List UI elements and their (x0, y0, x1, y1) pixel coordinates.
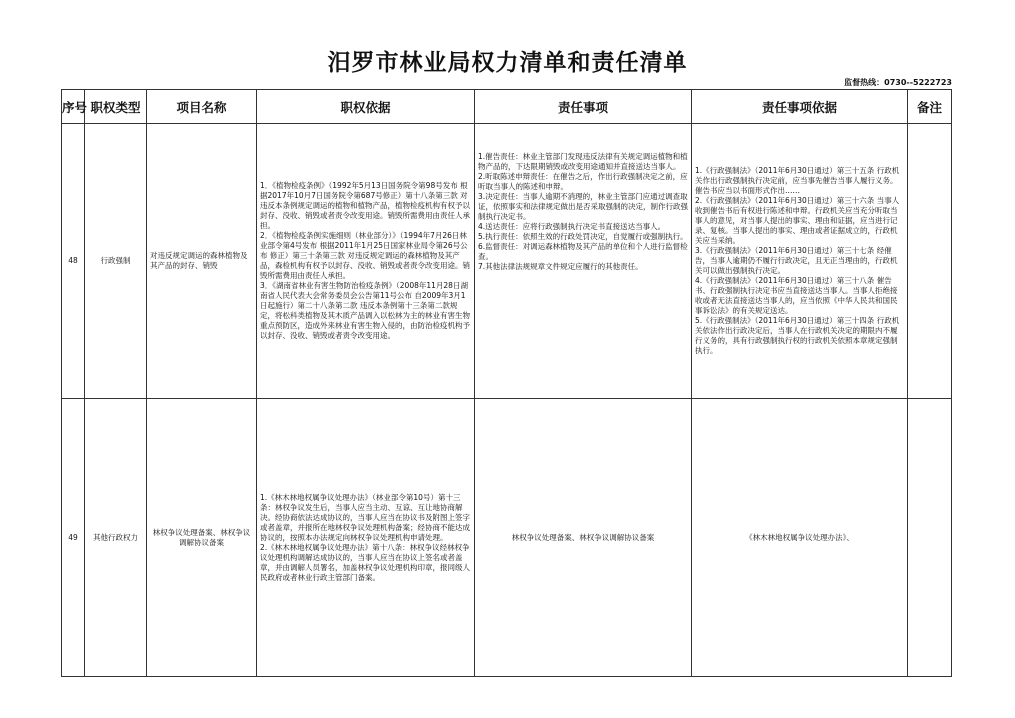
header-name: 项目名称 (147, 90, 257, 124)
header-no: 序号 (62, 90, 85, 124)
cell-basis: 1.《林木林地权属争议处理办法》（林业部令第10号）第十三条：林权争议发生后，当事人应当主动、互谅、互让地协商解决。经协商依法达成协议的，当事人应当在协议书及附图上签字或者盖章，并报所在地林权争议处理机构备案；经协商不能达成协议的，按照本办法规定向林权争议处理机构申请处理。 2.《林木林地权属争议处理办法》第十八条：林权争议经林权争议处理机构调解达成协议的，当事人应当在协议上签名或者盖章，并由调解人员署名，加盖林权争议处理机构印章，报同级人民政府或者林业行政主管部门备案。 (257, 399, 475, 677)
page-title: 汨罗市林业局权力清单和责任清单 (327, 50, 688, 76)
cell-duty: 林权争议处理备案、林权争议调解协议备案 (475, 399, 692, 677)
header-remark: 备注 (908, 90, 952, 124)
table-header-row (62, 90, 952, 124)
header-duty-basis: 责任事项依据 (692, 90, 908, 124)
cell-type: 其他行政权力 (85, 399, 147, 677)
table-row (62, 399, 952, 677)
header-duty: 责任事项 (475, 90, 692, 124)
supervision-hotline: 监督热线：0730--5222723 (844, 78, 952, 87)
table-row (62, 124, 952, 399)
cell-remark (908, 399, 952, 677)
cell-name: 对违反规定调运的森林植物及其产品的封存、销毁 (147, 124, 257, 399)
power-responsibility-table (61, 89, 952, 677)
cell-remark (908, 124, 952, 399)
cell-duty-basis: 《林木林地权属争议处理办法》、 (692, 399, 908, 677)
header-basis: 职权依据 (257, 90, 475, 124)
cell-name: 林权争议处理备案、林权争议调解协议备案 (147, 399, 257, 677)
cell-no: 48 (62, 124, 85, 399)
cell-duty: 1.催告责任：林业主管部门发现违反法律有关规定调运植物和植物产品的，下达限期销毁或改变用途通知并直接送达当事人。 2.听取陈述申辩责任：在催告之后，作出行政强制决定之前，应听取当事人的陈述和申辩。 3.决定责任：当事人逾期不消理的，林业主管部门应通过调查取证，依照事实和法律规定做出是否采取强制的决定，制作行政强制执行决定书。 4.送达责任：应将行政强制执行决定书直接送达当事人。 5.执行责任：依照生效的行政处罚决定，自觉履行或强制执行。 6.监督责任：对调运森林植物及其产品的单位和个人进行监督检查。 7.其他法律法规规章文件规定应履行的其他责任。 (475, 124, 692, 399)
header-type: 职权类型 (85, 90, 147, 124)
cell-basis: 1．《植物检疫条例》（1992年5月13日国务院令第98号发布 根据2017年10月7日国务院令第687号修正）第十八条第三款 对违反本条例规定调运的植物和植物产品，植物检疫机构有权予以封存、没收、销毁或者责令改变用途。销毁所需费用由责任人承担。 2．《植物检疫条例实施细则（林业部分）》（1994年7月26日林业部令第4号发布 根据2011年1月25日国家林业局令第26号公布 修正）第三十条第三款 对违反规定调运的森林植物及其产品，森检机构有权予以封存、没收、销毁或者责令改变用途。销毁所需费用由责任人承担。 3．《湖南省林业有害生物防治检疫条例》（2008年11月28日湖南省人民代表大会常务委员会公告第11号公布 自2009年3月1日起施行）第二十八条第二款 违反本条例第十三条第二款规定，将松科类植物及其木质产品调入以松林为主的林业有害生物重点预防区，造成外来林业有害生物入侵的，由防治检疫机构予以封存、没收、销毁或者责令改变用途。 (257, 124, 475, 399)
cell-duty-basis: 1.《行政强制法》（2011年6月30日通过）第三十五条 行政机关作出行政强制执行决定前，应当事先催告当事人履行义务。催告书应当以书面形式作出…… 2.《行政强制法》（2011年6月30日通过）第三十六条 当事人收到催告书后有权进行陈述和申辩。行政机关应当充分听取当事人的意见，对当事人提出的事实、理由和证据，应当进行记录、复核。当事人提出的事实、理由或者证据成立的，行政机关应当采纳。 3.《行政强制法》（2011年6月30日通过）第三十七条 经催告，当事人逾期仍不履行行政决定，且无正当理由的，行政机关可以做出强制执行决定。 4.《行政强制法》（2011年6月30日通过）第三十八条 催告书、行政强制执行决定书应当直接送达当事人。当事人拒绝接收或者无法直接送达当事人的，应当依照《中华人民共和国民事诉讼法》的有关规定送达。 5.《行政强制法》（2011年6月30日通过）第三十四条 行政机关依法作出行政决定后，当事人在行政机关决定的期限内不履行义务的，具有行政强制执行权的行政机关依照本章规定强制执行。 (692, 124, 908, 399)
cell-no: 49 (62, 399, 85, 677)
cell-type: 行政强制 (85, 124, 147, 399)
